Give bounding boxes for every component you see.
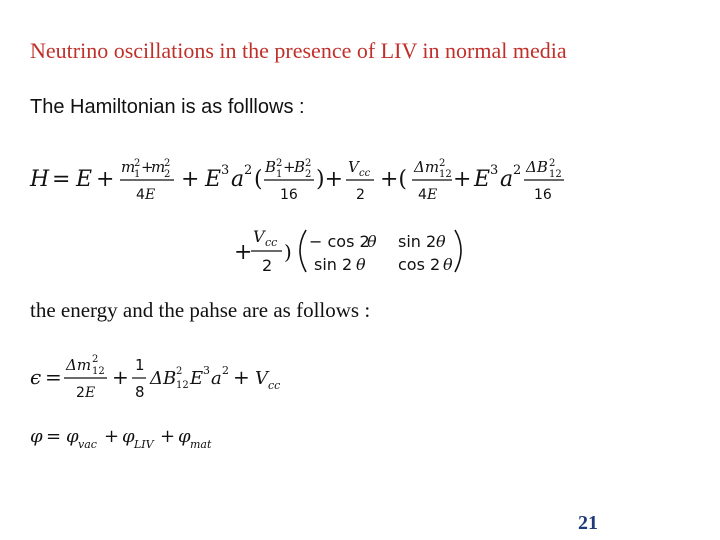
- svg-text:2: 2: [76, 385, 85, 401]
- svg-text:θ: θ: [436, 232, 446, 251]
- svg-text:=: =: [46, 426, 62, 447]
- svg-text:2: 2: [176, 366, 183, 377]
- svg-text:H: H: [30, 167, 50, 192]
- page-number: 21: [578, 512, 598, 534]
- svg-text:12: 12: [176, 380, 189, 391]
- svg-text:): ): [284, 240, 292, 264]
- svg-text:m: m: [151, 158, 166, 176]
- svg-text:ΔB: ΔB: [150, 368, 177, 389]
- svg-text:sin 2: sin 2: [398, 232, 437, 251]
- svg-text:3: 3: [490, 163, 499, 178]
- svg-text:+: +: [233, 365, 250, 389]
- phase-equation: [30, 426, 212, 451]
- svg-text:cos 2: cos 2: [398, 255, 441, 274]
- svg-text:=: =: [52, 167, 71, 192]
- slide-title: Neutrino oscillations in the presence of LIV in normal media: [30, 38, 567, 63]
- svg-text:E: E: [427, 187, 438, 203]
- svg-text:a: a: [231, 167, 245, 192]
- svg-text:2: 2: [262, 256, 273, 275]
- svg-text:2: 2: [549, 158, 556, 169]
- svg-text:2: 2: [92, 354, 99, 365]
- svg-text:2: 2: [134, 158, 141, 169]
- svg-text:V: V: [348, 158, 359, 176]
- svg-text:cc: cc: [359, 168, 371, 179]
- svg-text:=: =: [45, 365, 62, 389]
- svg-text:16: 16: [280, 187, 298, 203]
- svg-text:E: E: [205, 167, 222, 192]
- svg-text:12: 12: [439, 169, 452, 180]
- svg-text:+: +: [160, 426, 176, 447]
- svg-text:+: +: [181, 167, 200, 192]
- svg-text:a: a: [500, 167, 514, 192]
- svg-text:mat: mat: [190, 438, 212, 451]
- svg-text:2: 2: [164, 169, 171, 180]
- svg-text:1: 1: [135, 356, 145, 374]
- svg-text:2: 2: [244, 163, 253, 178]
- svg-text:θ: θ: [443, 255, 453, 274]
- svg-text:V: V: [255, 368, 268, 389]
- svg-text:Δm: Δm: [66, 356, 92, 374]
- svg-text:E: E: [76, 167, 93, 192]
- svg-text:θ: θ: [367, 232, 377, 251]
- svg-text:+: +: [96, 167, 115, 192]
- svg-text:16: 16: [534, 187, 552, 203]
- svg-text:+: +: [141, 158, 154, 176]
- svg-text:sin 2: sin 2: [314, 255, 353, 274]
- svg-text:vac: vac: [78, 438, 97, 451]
- svg-text:cc: cc: [265, 236, 278, 249]
- svg-text:2: 2: [513, 163, 522, 178]
- svg-text:V: V: [253, 227, 265, 246]
- hamiltonian-intro: The Hamiltonian is as folllows :: [30, 96, 305, 118]
- svg-text:2: 2: [164, 158, 171, 169]
- svg-text:+: +: [112, 365, 129, 389]
- svg-text:LIV: LIV: [134, 438, 154, 451]
- svg-text:+: +: [283, 158, 296, 176]
- svg-text:φ: φ: [122, 426, 135, 447]
- svg-text:θ: θ: [356, 255, 366, 274]
- svg-text:E: E: [85, 385, 96, 401]
- svg-text:Δm: Δm: [414, 158, 440, 176]
- svg-text:ϵ: ϵ: [30, 365, 42, 389]
- svg-text:E: E: [145, 187, 156, 203]
- svg-text:8: 8: [135, 383, 145, 401]
- svg-text:12: 12: [549, 169, 562, 180]
- svg-text:φ: φ: [66, 426, 79, 447]
- svg-text:2: 2: [305, 169, 312, 180]
- energy-equation: [30, 354, 280, 401]
- svg-text:2: 2: [276, 158, 283, 169]
- energy-phase-intro: the energy and the pahse are as follows :: [30, 298, 371, 322]
- svg-text:+: +: [104, 426, 120, 447]
- svg-text:cc: cc: [268, 379, 281, 392]
- svg-text:+: +: [234, 240, 253, 265]
- svg-text:(: (: [254, 167, 263, 192]
- svg-text:φ: φ: [30, 426, 43, 447]
- svg-text:4: 4: [418, 187, 427, 203]
- svg-text:E: E: [190, 368, 204, 389]
- svg-text:a: a: [211, 368, 222, 389]
- svg-text:1: 1: [276, 169, 283, 180]
- svg-text:− cos 2: − cos 2: [309, 232, 370, 251]
- svg-text:2: 2: [305, 158, 312, 169]
- svg-text:B: B: [265, 158, 277, 176]
- svg-text:φ: φ: [178, 426, 191, 447]
- svg-text:2: 2: [222, 364, 229, 377]
- svg-text:m: m: [121, 158, 136, 176]
- svg-text:E: E: [474, 167, 491, 192]
- svg-text:2: 2: [439, 158, 446, 169]
- svg-text:3: 3: [203, 364, 210, 377]
- svg-text:)+: )+: [316, 167, 344, 192]
- svg-text:ΔB: ΔB: [526, 158, 548, 176]
- svg-text:+: +: [453, 167, 472, 192]
- svg-text:+(: +(: [380, 167, 408, 192]
- svg-text:1: 1: [134, 169, 141, 180]
- svg-text:4: 4: [136, 187, 145, 203]
- svg-text:2: 2: [356, 187, 365, 203]
- svg-text:3: 3: [221, 163, 230, 178]
- svg-text:B: B: [294, 158, 306, 176]
- svg-text:12: 12: [92, 366, 105, 377]
